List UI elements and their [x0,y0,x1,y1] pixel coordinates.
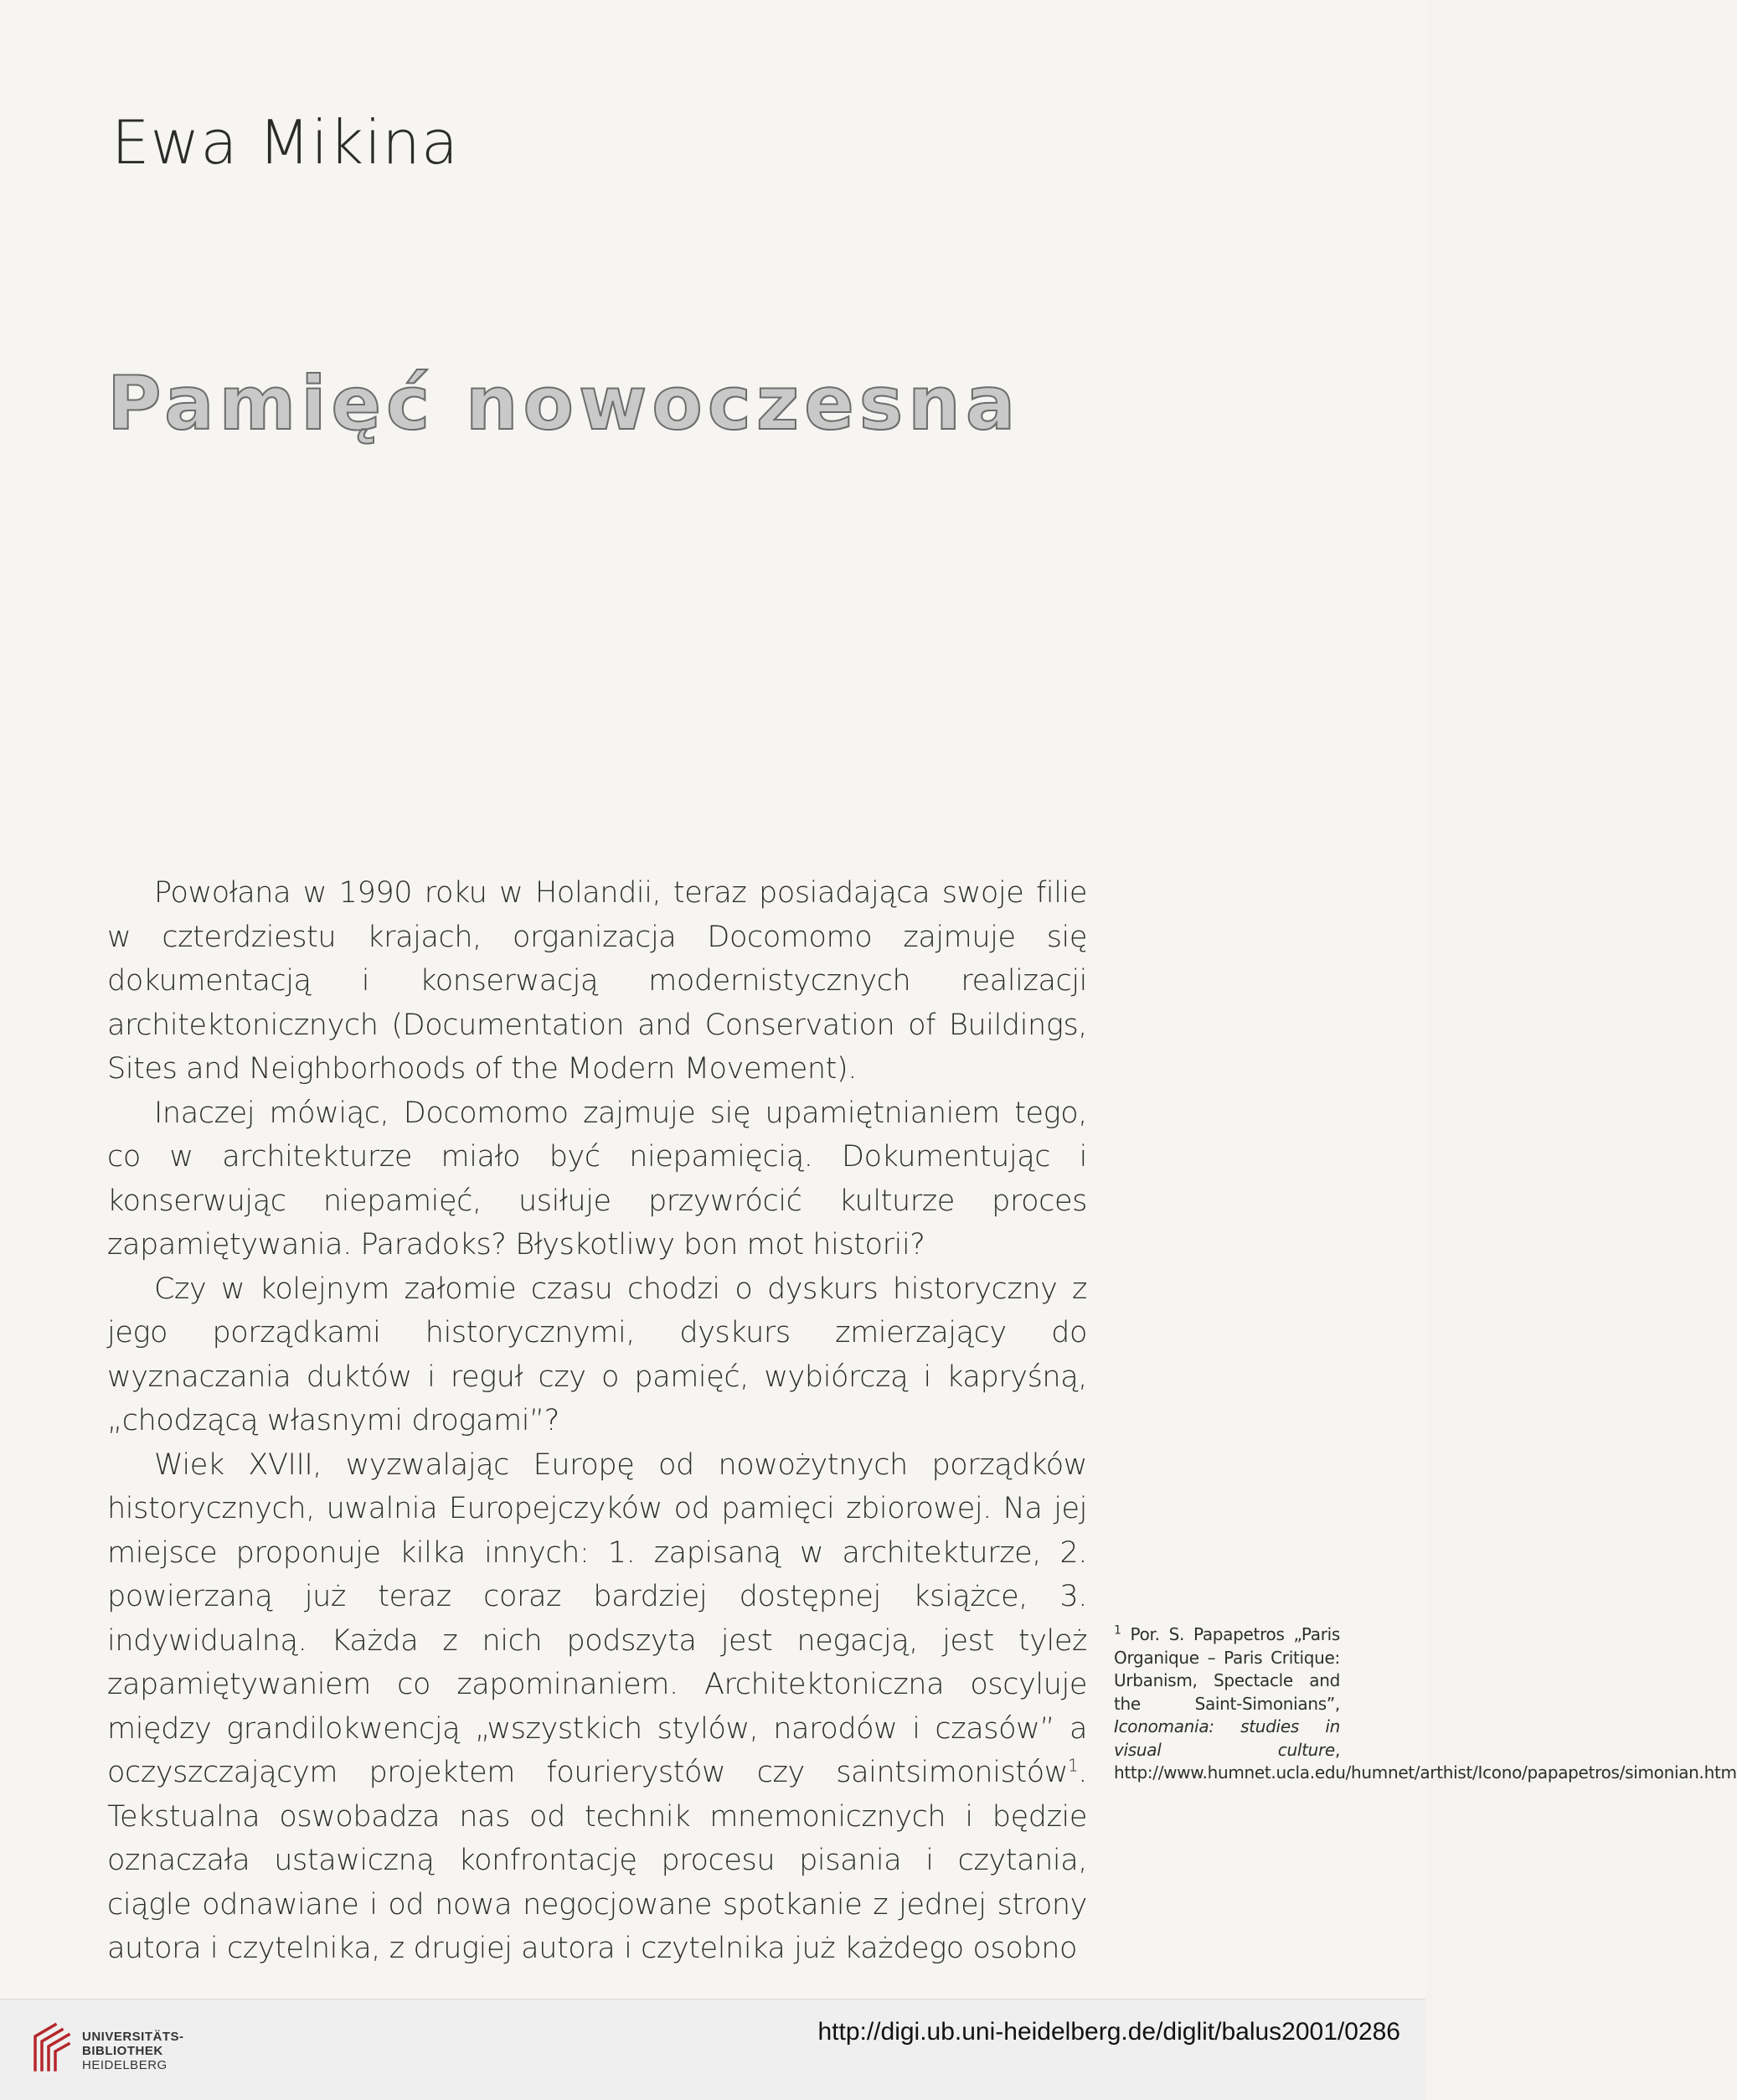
paragraph: Powołana w 1990 roku w Holandii, teraz posiadająca swoje filie w czterdziestu krajach, organizacja Docomomo zajmuje się dokumentacją i konserwacją modernistycznych realizacji architektonicznych (Documentation and Conservation of Buildings, Sites and Neighborhoods of the Modern Movement). [107,876,1087,1086]
footnote-text-before: Por. S. Papapetros „Paris Organique – Paris Critique: Urbanism, Spectacle and the Saint-Simonians”, [1114,1624,1340,1714]
library-name-line1: UNIVERSITÄTS- [82,2030,184,2044]
paragraph-text-after: . Tekstualna oswobadza nas od technik mnemonicznych i będzie oznaczała ustawiczną konfrontację procesu pisania i czytania, ciągle odnawiane i od nowa negocjowane spotkanie z jednej strony autora i czytelnika, z drugiej autora i czytelnika już każdego osobno [107,1756,1087,1965]
footnote-journal-title: Iconomania: studies in visual culture [1114,1716,1340,1760]
library-name[interactable] [82,2030,184,2072]
author-name: Ewa Mikina [111,107,459,178]
footnote-number: 1 [1114,1623,1121,1638]
library-footer [0,1999,1425,2100]
library-logo-icon[interactable] [30,2020,74,2075]
paragraph: Inaczej mówiąc, Docomomo zajmuje się upamiętnianiem tego, co w architekturze miało być niepamięcią. Dokumentując i konserwując niepamięć, usiłuje przywrócić kulturze proces zapamiętywania. Paradoks? Błyskotliwy bon mot historii? [107,1096,1087,1262]
paragraph-text-before: Wiek XVIII, wyzwalając Europę od nowożytnych porządków historycznych, uwalnia Europejczyków od pamięci zbiorowej. Na jej miejsce proponuje kilka innych: 1. zapisaną w architekturze, 2. powierzaną już teraz coraz bardziej dostępnej książce, 3. indywidualną. Każda z nich podszyta jest negacją, jest tyleż zapamiętywaniem co zapominaniem. Architektoniczna oscyluje między grandilokwencją „wszystkich stylów, narodów i czasów” a oczyszczającym projektem fourierystów czy saintsimonistów [107,1447,1087,1789]
paragraph [107,1443,1087,1971]
library-name-line3: HEIDELBERG [82,2058,168,2072]
library-name-line2: BIBLIOTHEK [82,2044,163,2058]
footnote [1114,1623,1737,1785]
footnote-link-text[interactable]: , http://www.humnet.ucla.edu/humnet/arthist/Icono/papapetros/simonian.htm [1114,1739,1737,1783]
faint-running-header [101,32,1323,50]
paragraph: Czy w kolejnym załomie czasu chodzi o dyskurs historyczny z jego porządkami historycznymi, dyskurs zmierzający do wyznaczania duktów i reguł czy o pamięć, wybiórczą i kapryśną, „chodzącą własnymi drogami”? [107,1272,1087,1437]
footnote-ref[interactable]: 1 [1067,1755,1079,1776]
permalink-url[interactable]: http://digi.ub.uni-heidelberg.de/diglit/balus2001/0286 [817,2018,1400,2046]
article-title: Pamięć nowoczesna [107,360,1021,446]
article-body [107,871,1087,1971]
